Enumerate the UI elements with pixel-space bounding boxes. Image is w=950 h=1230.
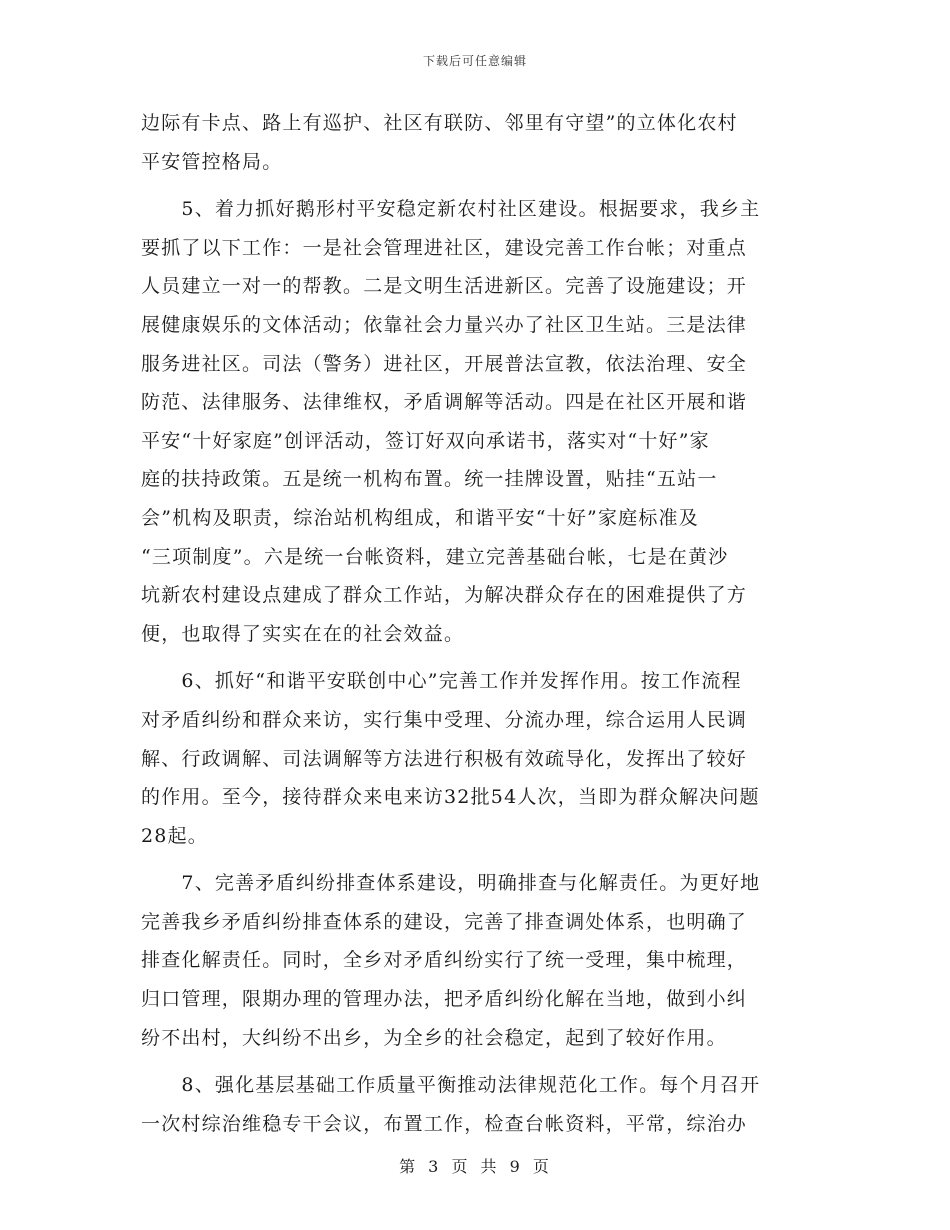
text-line: 5、着力抓好鹅形村平安稳定新农村社区建设。根据要求，我乡主	[141, 198, 761, 221]
text-line: 归口管理，限期办理的管理办法，把矛盾纠纷化解在当地，做到小纠	[141, 988, 748, 1011]
text-line: 边际有卡点、路上有巡护、社区有联防、邻里有守望”的立体化农村	[141, 112, 738, 134]
text-line: 解、行政调解、司法调解等方法进行积极有效疏导化，发挥出了较好	[141, 747, 748, 770]
page-header: 下载后可任意编辑	[422, 54, 527, 68]
paragraph	[141, 104, 811, 181]
text-line: 纷不出村，大纠纷不出乡，为全乡的社会稳定，起到了较好作用。	[141, 1026, 727, 1049]
paragraph	[141, 662, 811, 855]
text-line: 要抓了以下工作：一是社会管理进社区，建设完善工作台帐；对重点	[141, 236, 748, 259]
text-line: 排查化解责任。同时，全乡对矛盾纠纷实行了统一受理，集中梳理，	[141, 949, 748, 972]
text-line: 服务进社区。司法（警务）进社区，开展普法宣教，依法治理、安全	[141, 352, 748, 375]
text-line: 人员建立一对一的帮教。二是文明生活进新区。完善了设施建设；开	[141, 275, 748, 298]
text-line: 展健康娱乐的文体活动；依靠社会力量兴办了社区卫生站。三是法律	[141, 313, 748, 336]
text-line: 7、完善矛盾纠纷排查体系建设，明确排查与化解责任。为更好地	[141, 872, 761, 895]
text-line: 会”机构及职责，综治站机构组成，和谐平安“十好”家庭标准及	[141, 506, 699, 529]
paragraph	[141, 864, 811, 1057]
document-body	[141, 104, 811, 1152]
text-line: “三项制度”。六是统一台帐资料，建立完善基础台帐，七是在黄沙	[141, 545, 729, 568]
text-line: 6、抓好“和谐平安联创中心”完善工作并发挥作用。按工作流程	[141, 670, 742, 693]
text-line: 对矛盾纠纷和群众来访，实行集中受理、分流办理，综合运用人民调	[141, 708, 748, 731]
paragraph	[141, 190, 811, 653]
text-line: 便，也取得了实实在在的社会效益。	[141, 622, 465, 645]
paragraph	[141, 1066, 811, 1143]
text-line: 的作用。至今，接待群众来电来访32批54人次，当即为群众解决问题	[141, 786, 760, 809]
text-line: 平安管控格局。	[141, 150, 283, 173]
text-line: 平安“十好家庭”创评活动，签订好双向承诺书，落实对“十好”家	[141, 429, 710, 452]
text-line: 28起。	[141, 824, 208, 847]
text-line: 完善我乡矛盾纠纷排查体系的建设，完善了排查调处体系，也明确了	[141, 910, 748, 933]
text-line: 坑新农村建设点建成了群众工作站，为解决群众存在的困难提供了方	[141, 584, 748, 607]
page-footer: 第 3 页 共 9 页	[399, 1157, 551, 1176]
text-line: 庭的扶持政策。五是统一机构布置。统一挂牌设置，贴挂“五站一	[141, 468, 718, 491]
text-line: 防范、法律服务、法律维权，矛盾调解等活动。四是在社区开展和谐	[141, 391, 748, 414]
text-line: 8、强化基层基础工作质量平衡推动法律规范化工作。每个月召开	[141, 1074, 761, 1097]
text-line: 一次村综治维稳专干会议，布置工作，检查台帐资料，平常，综治办	[141, 1112, 748, 1135]
